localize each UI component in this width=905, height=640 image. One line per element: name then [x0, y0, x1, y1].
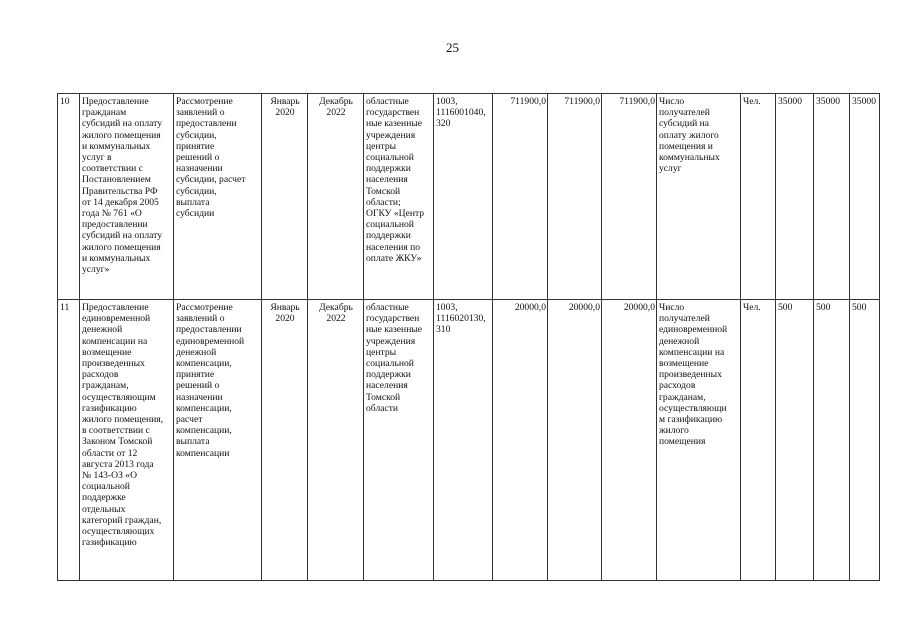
end-date-cell: Декабрь 2022: [308, 300, 364, 581]
actions-cell: Рассмотрение заявлений о предоставлении единовременной денежной компенсации, принятие решений о назначении компенсации, расчет компенсации, выплата компенсации: [174, 300, 262, 581]
start-date-cell: Январь 2020: [262, 94, 308, 300]
value-year-1-cell: 35000: [776, 94, 814, 300]
amount-year-3-cell: 711900,0: [602, 94, 657, 300]
event-name-cell: Предоставление гражданам субсидий на оплату жилого помещения и коммунальных услуг в соответствии с Постановлением Правительства РФ от 14 декабря 2005 года № 761 «О предоставлении субсидий на оплату жилого помещения и коммунальных услуг»: [80, 94, 174, 300]
row-number-cell: 11: [58, 300, 80, 581]
page-number: 25: [446, 40, 459, 55]
indicator-cell: Число получателей единовременной денежной компенсации на возмещение произведенных расходов гражданам, осуществляющи м газификацию жилого помещения: [657, 300, 741, 581]
program-table: [57, 93, 880, 581]
value-year-1-cell: 500: [776, 300, 814, 581]
value-year-3-cell: 500: [850, 300, 880, 581]
unit-cell: Чел.: [741, 300, 776, 581]
amount-year-1-cell: 711900,0: [493, 94, 548, 300]
actions-cell: Рассмотрение заявлений о предоставлени субсидии, принятие решений о назначении субсидии, расчет субсидии, выплата субсидии: [174, 94, 262, 300]
amount-year-3-cell: 20000,0: [602, 300, 657, 581]
amount-year-2-cell: 20000,0: [548, 300, 602, 581]
start-date-cell: Январь 2020: [262, 300, 308, 581]
executor-cell: областные государствен ные казенные учреждения центры социальной поддержки населения Томской области; ОГКУ «Центр социальной поддержки населения по оплате ЖКУ»: [364, 94, 434, 300]
budget-code-cell: 1003, 1116020130, 310: [434, 300, 493, 581]
indicator-cell: Число получателей субсидий на оплату жилого помещения и коммунальных услуг: [657, 94, 741, 300]
table-row: [58, 300, 880, 581]
unit-cell: Чел.: [741, 94, 776, 300]
amount-year-1-cell: 20000,0: [493, 300, 548, 581]
event-name-cell: Предоставление единовременной денежной компенсации на возмещение произведенных расходов гражданам, осуществляющим газификацию жилого помещения, в соответствии с Законом Томской области от 12 августа 2013 года № 143-ОЗ «О социальной поддержке отдельных категорий граждан, осуществляющих газификацию: [80, 300, 174, 581]
budget-code-cell: 1003, 1116001040, 320: [434, 94, 493, 300]
value-year-2-cell: 500: [814, 300, 850, 581]
row-number-cell: 10: [58, 94, 80, 300]
amount-year-2-cell: 711900,0: [548, 94, 602, 300]
end-date-cell: Декабрь 2022: [308, 94, 364, 300]
value-year-2-cell: 35000: [814, 94, 850, 300]
executor-cell: областные государствен ные казенные учреждения центры социальной поддержки населения Томской области: [364, 300, 434, 581]
table-row: [58, 94, 880, 300]
value-year-3-cell: 35000: [850, 94, 880, 300]
